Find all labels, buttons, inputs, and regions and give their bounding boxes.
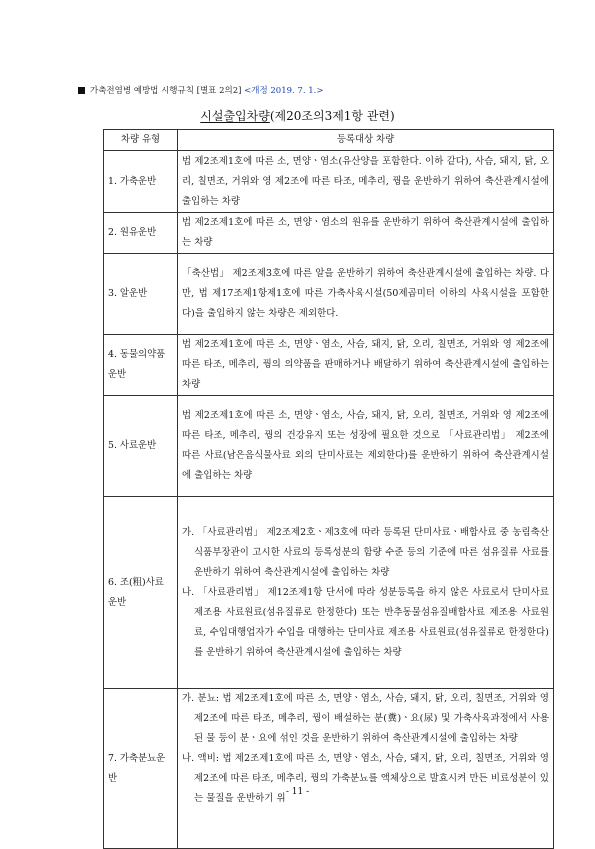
vehicle-type: 7. 가축분뇨운반 <box>104 689 178 849</box>
vehicle-table <box>103 129 554 849</box>
page-number: - 11 - <box>285 787 310 797</box>
vehicle-type: 4. 동물의약품운반 <box>104 335 178 396</box>
column-header-type: 차량 유형 <box>104 130 178 151</box>
sub-item: 가. 분뇨: 법 제2조제1호에 따른 소, 면양ㆍ염소, 사슴, 돼지, 닭, 오리, 칠면조, 거위와 영 제2조에 따른 타조, 메추리, 꿩이 배설하는 분(糞)ㆍ요(尿) 및 가축사육과정에서 사용된 물 등이 분ㆍ요에 섞인 것을 운반하기 위하여 축산관계시설에 출입하는 차량 <box>182 693 549 744</box>
table-row <box>104 151 554 213</box>
vehicle-type: 6. 조(粗)사료 운반 <box>104 497 178 689</box>
table-row <box>104 254 554 335</box>
target-description <box>178 689 554 849</box>
sub-item: 나. 액비: 법 제2조제1호에 따른 소, 면양ㆍ염소, 사슴, 돼지, 닭, 오리, 칠면조, 거위와 영 제2조에 따른 타조, 메추리, 꿩의 가축분뇨를 액체상으로 발효시켜 만든 비료성분이 있는 물질을 운반하기 위 <box>182 753 549 804</box>
target-description: 법 제2조제1호에 따른 소, 면양ㆍ염소의 원유를 운반하기 위하여 축산관계시설에 출입하는 차량 <box>178 213 554 254</box>
table-row <box>104 213 554 254</box>
title-reference: (제20조의3제1항 관련) <box>269 109 395 123</box>
target-description: 법 제2조제1호에 따른 소, 면양ㆍ염소(유산양을 포함한다. 이하 같다), 사슴, 돼지, 닭, 오리, 칠면조, 거위와 영 제2조에 따른 타조, 메추리, 꿩을 운반하기 위하여 축산관계시설에 출입하는 차량 <box>178 151 554 213</box>
target-description: 법 제2조제1호에 따른 소, 면양ㆍ염소, 사슴, 돼지, 닭, 오리, 칠면조, 거위와 영 제2조에 따른 타조, 메추리, 꿩의 의약품을 판매하거나 배달하기 위하여 축산관계시설에 출입하는 차량 <box>178 335 554 396</box>
vehicle-type: 1. 가축운반 <box>104 151 178 213</box>
vehicle-type: 5. 사료운반 <box>104 396 178 497</box>
table-row <box>104 689 554 849</box>
vehicle-type: 3. 알운반 <box>104 254 178 335</box>
target-description <box>178 497 554 689</box>
table-header-row <box>104 130 554 151</box>
table-row <box>104 335 554 396</box>
square-bullet-icon <box>78 87 85 94</box>
table-row <box>104 497 554 689</box>
document-header <box>78 84 323 96</box>
sub-item: 나. 「사료관리법」 제12조제1항 단서에 따라 성분등록을 하지 않은 사료로서 단미사료 제조용 사료원료(섬유질류로 한정한다) 또는 반추동물섬유질배합사료 제조용 사료원료, 수입대행업자가 수입을 대행하는 단미사료 제조용 사료원료(섬유질류로 한정한다)를 운반하기 위하여 축산관계시설에 출입하는 차량 <box>182 586 549 658</box>
target-description: 법 제2조제1호에 따른 소, 면양ㆍ염소, 사슴, 돼지, 닭, 오리, 칠면조, 거위와 영 제2조에 따른 타조, 메추리, 꿩의 건강유지 또는 성장에 필요한 것으로 「사료관리법」 제2조에 따른 사료(남은음식물사료 외의 단미사료는 제외한다)를 운반하기 위하여 축산관계시설에 출입하는 차량 <box>178 396 554 497</box>
revision-date: <개정 2019. 7. 1.> <box>244 86 324 96</box>
header-source: 가축전염병 예방법 시행규칙 [별표 2의2] <box>90 86 242 96</box>
title-main: 시설출입차량 <box>200 109 270 123</box>
column-header-target: 등록대상 차량 <box>178 130 554 151</box>
vehicle-type: 2. 원유운반 <box>104 213 178 254</box>
sub-item: 가. 「사료관리법」 제2조제2호ㆍ제3호에 따라 등록된 단미사료ㆍ배합사료 중 농림축산식품부장관이 고시한 사료의 등록성분의 함량 수준 등의 기준에 따른 섬유질류 사료를 운반하기 위하여 축산관계시설에 출입하는 차량 <box>182 526 549 578</box>
target-description: 「축산법」 제2조제3호에 따른 알을 운반하기 위하여 축산관계시설에 출입하는 차량. 다만, 법 제17조제1항제1호에 따른 가축사육시설(50제곱미터 이하의 사육시설을 포함한다)을 출입하지 않는 차량은 제외한다. <box>178 254 554 335</box>
table-row <box>104 396 554 497</box>
page-title <box>0 107 595 124</box>
